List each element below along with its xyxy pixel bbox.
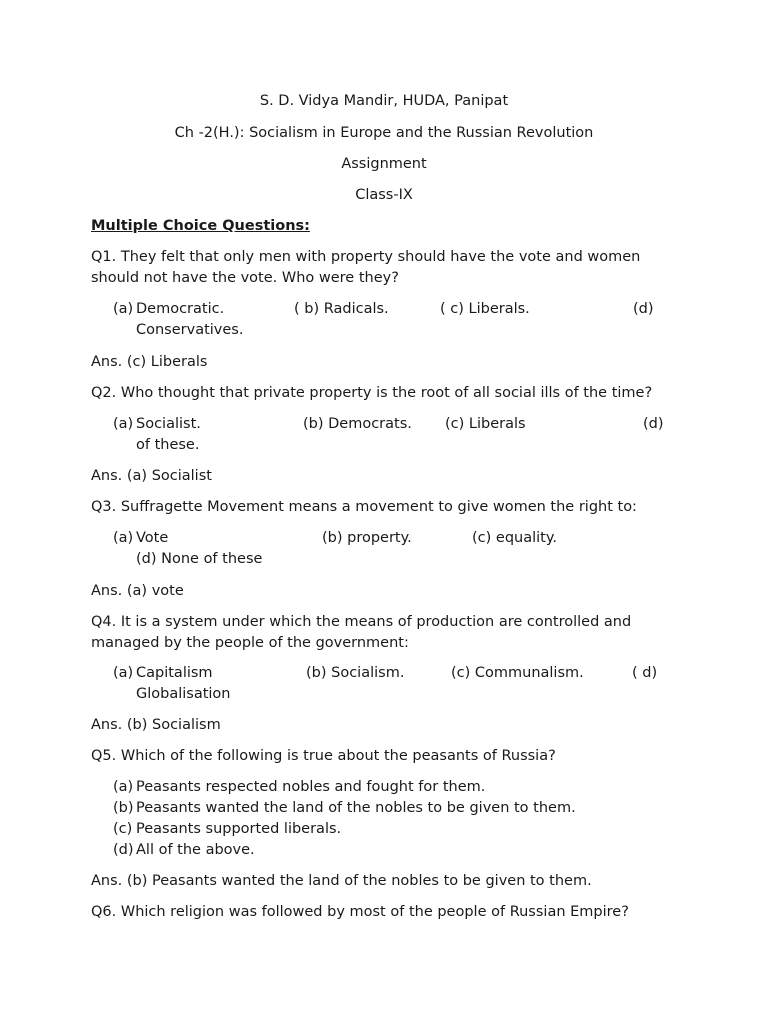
question-text: Q3. Suffragette Movement means a movement to give women the right to: <box>91 499 637 515</box>
option-a: Peasants respected nobles and fought for them. <box>136 779 486 795</box>
question-text: should not have the vote. Who were they? <box>91 270 399 286</box>
answer: Ans. (b) Peasants wanted the land of the nobles to be given to them. <box>91 873 592 889</box>
option-c: ( c) Liberals. <box>440 301 530 317</box>
option-d: of these. <box>136 437 200 453</box>
option-d: Globalisation <box>136 686 231 702</box>
option-marker: (a) <box>113 665 134 681</box>
option-marker: (b) <box>113 800 134 816</box>
option-marker: (a) <box>113 416 134 432</box>
option-marker: (d) <box>643 416 664 432</box>
option-marker: ( d) <box>632 665 658 681</box>
option-b: (b) Socialism. <box>306 665 405 681</box>
section-heading: Multiple Choice Questions: <box>91 218 310 234</box>
option-a: Socialist. <box>136 416 201 432</box>
question-text: Q2. Who thought that private property is the root of all social ills of the time? <box>91 385 653 401</box>
question-text: Q6. Which religion was followed by most of the people of Russian Empire? <box>91 904 629 920</box>
option-c: Peasants supported liberals. <box>136 821 342 837</box>
option-d: (d) None of these <box>136 551 263 567</box>
option-c: (c) equality. <box>472 530 557 546</box>
option-marker: (d) <box>113 842 134 858</box>
option-a: Capitalism <box>136 665 213 681</box>
option-b: (b) property. <box>322 530 412 546</box>
option-c: (c) Liberals <box>445 416 526 432</box>
option-b: (b) Democrats. <box>303 416 412 432</box>
question-text: Q5. Which of the following is true about the peasants of Russia? <box>91 748 556 764</box>
chapter-title: Ch -2(H.): Socialism in Europe and the Russian Revolution <box>174 125 594 141</box>
document-type: Assignment <box>341 156 427 172</box>
answer: Ans. (c) Liberals <box>91 354 208 370</box>
option-marker: (a) <box>113 779 134 795</box>
option-a: Vote <box>136 530 169 546</box>
option-b: Peasants wanted the land of the nobles to be given to them. <box>136 800 576 816</box>
option-d: All of the above. <box>136 842 255 858</box>
option-c: (c) Communalism. <box>451 665 584 681</box>
answer: Ans. (a) Socialist <box>91 468 212 484</box>
option-d: Conservatives. <box>136 322 244 338</box>
option-marker: (a) <box>113 301 134 317</box>
option-marker: (a) <box>113 530 134 546</box>
class-label: Class-IX <box>355 187 413 203</box>
answer: Ans. (b) Socialism <box>91 717 221 733</box>
question-text: Q1. They felt that only men with property should have the vote and women <box>91 249 641 265</box>
option-a: Democratic. <box>136 301 225 317</box>
option-b: ( b) Radicals. <box>294 301 389 317</box>
option-marker: (d) <box>633 301 654 317</box>
school-name: S. D. Vidya Mandir, HUDA, Panipat <box>259 93 509 109</box>
question-text: Q4. It is a system under which the means of production are controlled and <box>91 614 632 630</box>
answer: Ans. (a) vote <box>91 583 184 599</box>
question-text: managed by the people of the government: <box>91 635 409 651</box>
option-marker: (c) <box>113 821 133 837</box>
